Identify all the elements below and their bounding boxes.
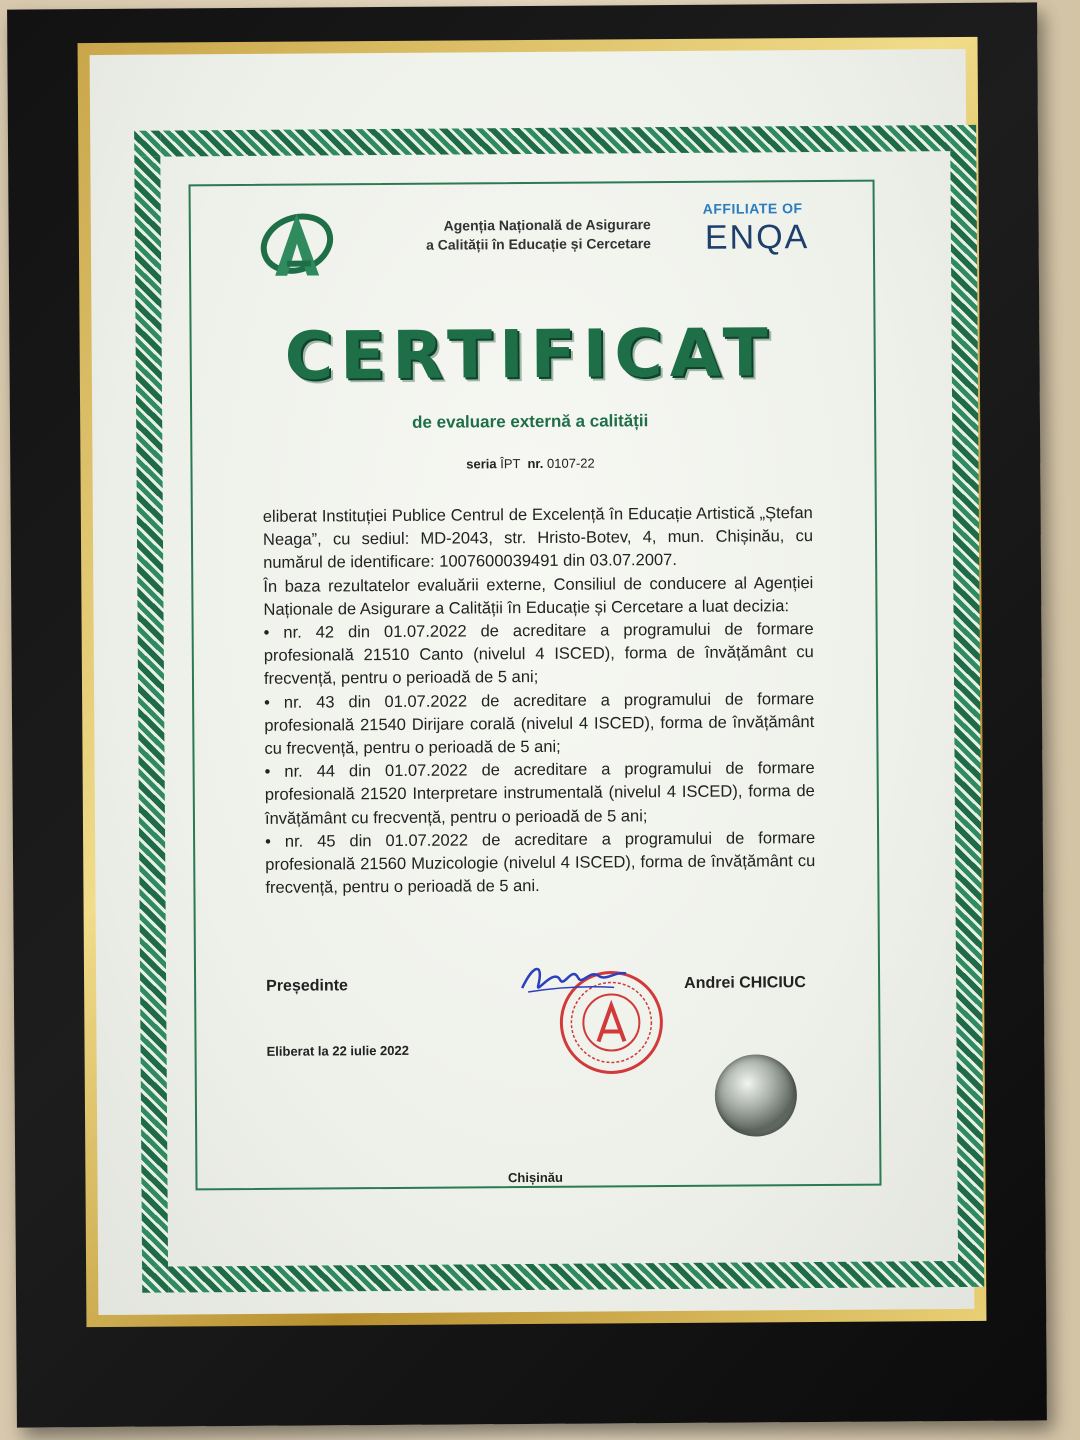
agency-name-line1: Agenția Națională de Asigurare xyxy=(443,216,651,234)
anacec-logo-icon xyxy=(255,203,340,282)
nr-value: 0107-22 xyxy=(546,455,595,471)
affiliate-label: AFFILIATE OF xyxy=(702,200,803,217)
body-intro: eliberat Instituției Publice Centrul de Excelență în Educație Artistică „Ștefan Neaga”, cu sediul: MD-2043, str. Hristo-Botev, 4, mun. Chișinău, cu numărul de identificare: 1007600039491 din 03.07.2007. xyxy=(262,504,814,573)
president-label: Președinte xyxy=(266,977,348,995)
decision-item: • nr. 45 din 01.07.2022 de acreditare a programului de formare profesională 21560 Muzicologie (nivelul 4 ISCED), forma de învățământ cu frecvență, pentru o perioadă de 5 ani. xyxy=(265,828,816,898)
hologram-seal-icon xyxy=(715,1054,798,1137)
certificate-title: CERTIFICAT xyxy=(284,314,775,395)
enqa-logo: ENQA xyxy=(704,218,810,257)
agency-name-line2: a Calității în Educație și Cercetare xyxy=(426,235,651,253)
nr-label: nr. xyxy=(527,455,544,472)
president-name: Andrei CHICIUC xyxy=(684,974,806,992)
serial-number xyxy=(92,453,968,474)
decision-item: • nr. 44 din 01.07.2022 de acreditare a programului de formare profesională 21520 Interpretare instrumentală (nivelul 4 ISCED), forma de învățământ cu frecvență, pentru o perioadă de 5 ani; xyxy=(264,759,815,828)
decision-item: • nr. 43 din 01.07.2022 de acreditare a programului de formare profesională 21540 Dirijare corală (nivelul 4 ISCED), forma de învățământ cu frecvență, pentru o perioadă de 5 ani; xyxy=(264,689,815,758)
certificate-subtitle: de evaluare externă a calității xyxy=(411,411,649,432)
issue-date: Eliberat la 22 iulie 2022 xyxy=(266,1042,409,1059)
body-decision: În baza rezultatelor evaluării externe, Consiliul de conducere al Agenției Naționale de Asigurare a Calității în Educație și Cercetare a luat decizia: xyxy=(263,573,814,619)
certificate-paper xyxy=(90,49,975,1315)
agency-name xyxy=(391,215,651,255)
signature-icon xyxy=(514,957,634,998)
certificate-content xyxy=(90,49,975,1315)
issue-city: Chișinău xyxy=(507,1169,563,1186)
certificate-body xyxy=(263,502,816,900)
seria-label: seria xyxy=(466,456,497,472)
decision-item: • nr. 42 din 01.07.2022 de acreditare a programului de formare profesională 21510 Canto (nivelul 4 ISCED), forma de învățământ cu frecvență, pentru o perioadă de 5 ani; xyxy=(263,620,814,689)
seria-value: ÎPT xyxy=(500,456,521,472)
